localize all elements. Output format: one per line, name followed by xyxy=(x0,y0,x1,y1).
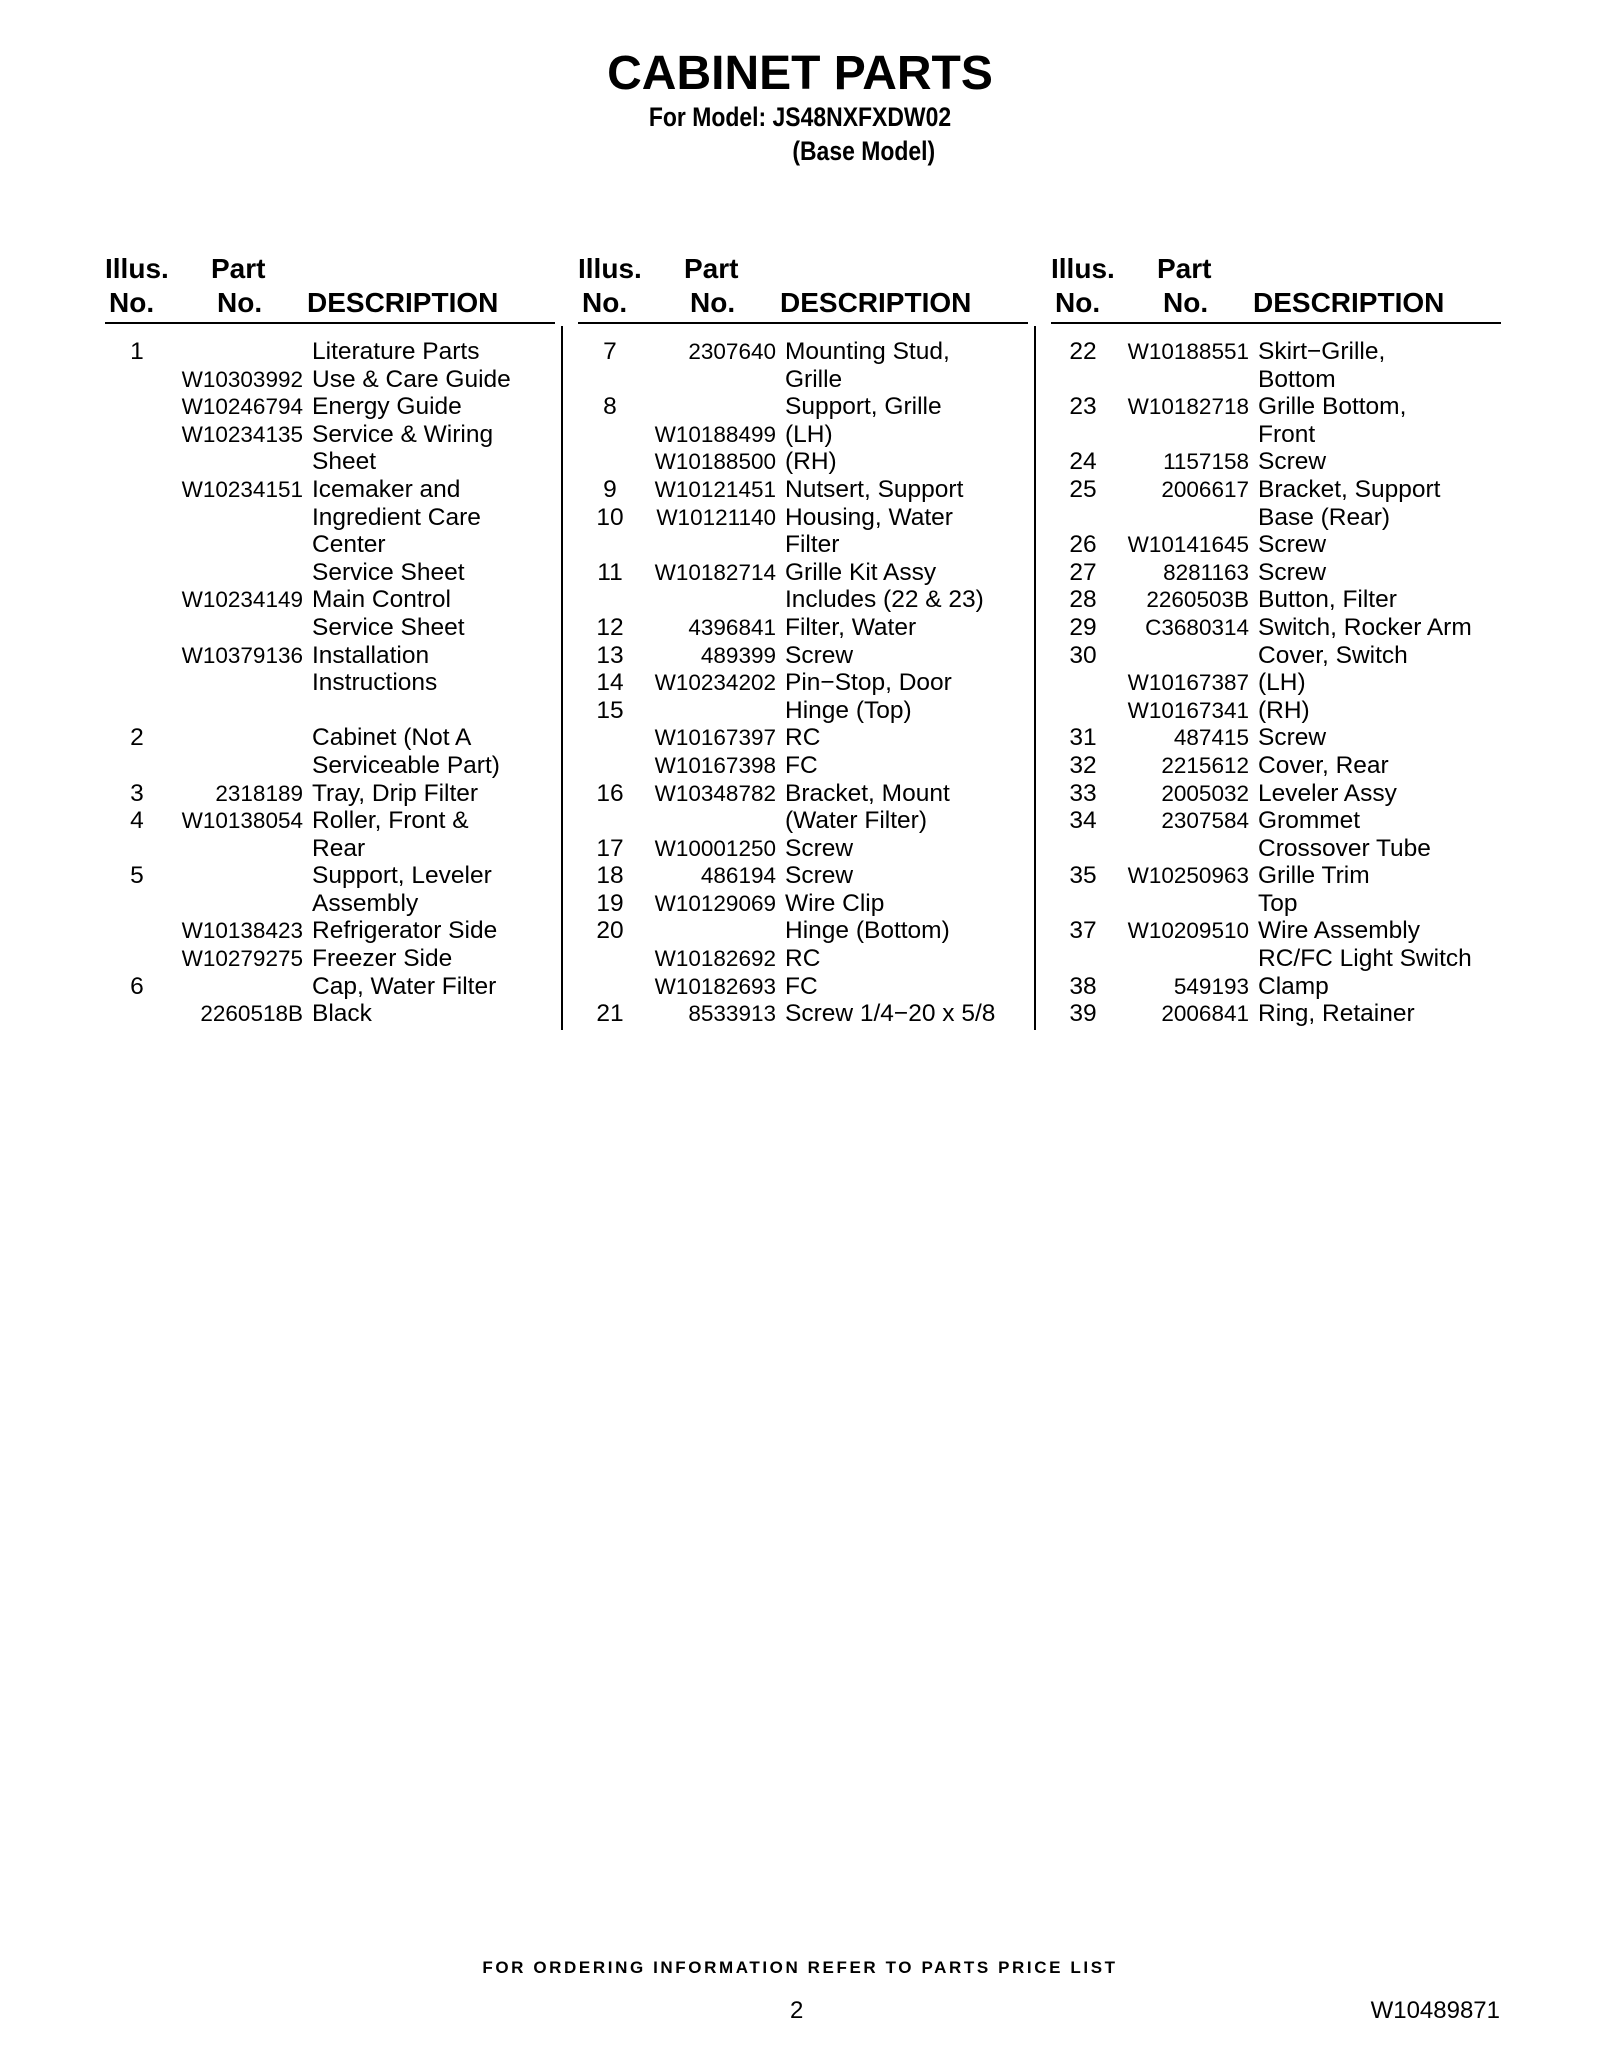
part-description: Assembly xyxy=(312,889,419,917)
part-no: W10234202 xyxy=(654,670,776,696)
part-no: 8281163 xyxy=(1163,559,1249,585)
parts-row xyxy=(578,366,1028,394)
part-no: W10141645 xyxy=(1127,532,1249,558)
part-description: Literature Parts xyxy=(312,338,480,365)
parts-row xyxy=(105,366,555,394)
part-description: FC xyxy=(785,972,818,1000)
part-no: 1157158 xyxy=(1163,449,1249,475)
parts-row xyxy=(578,697,1028,725)
parts-row xyxy=(578,504,1028,532)
part-no: W10167397 xyxy=(654,725,776,751)
illus-no-header: No. xyxy=(1055,287,1101,318)
part-description: Bracket, Mount xyxy=(785,779,950,807)
parts-row xyxy=(1051,780,1501,808)
illus-no: 3 xyxy=(130,779,144,807)
parts-row xyxy=(578,1000,1028,1028)
illus-no: 21 xyxy=(596,1000,624,1028)
part-no: W10279275 xyxy=(181,946,303,972)
illus-no: 11 xyxy=(597,558,623,586)
part-description: Ring, Retainer xyxy=(1258,1000,1415,1028)
parts-row xyxy=(578,614,1028,642)
part-description: Sheet xyxy=(312,448,377,476)
parts-row xyxy=(1051,807,1501,835)
part-no: W10188551 xyxy=(1127,339,1249,364)
parts-row xyxy=(105,1000,555,1028)
part-description: Cover, Rear xyxy=(1258,751,1389,779)
parts-row xyxy=(1051,1000,1501,1028)
part-description: Black xyxy=(312,1000,372,1028)
illus-no: 37 xyxy=(1069,917,1097,945)
part-description: Main Control xyxy=(312,586,451,614)
part-description: Leveler Assy xyxy=(1258,779,1397,807)
part-description: Screw xyxy=(785,862,854,890)
parts-row xyxy=(578,393,1028,421)
part-description: Nutsert, Support xyxy=(785,475,964,503)
part-description: Grommet xyxy=(1258,807,1361,835)
part-no: 486194 xyxy=(700,863,776,889)
part-header: Part xyxy=(211,253,266,284)
column-header xyxy=(578,252,1028,324)
part-description: Support, Leveler xyxy=(312,862,492,890)
part-description: Installation xyxy=(312,641,430,669)
parts-row xyxy=(578,890,1028,918)
part-no: W10209510 xyxy=(1127,918,1249,944)
parts-row xyxy=(105,862,555,890)
part-no: W10182718 xyxy=(1127,394,1249,420)
illus-no: 17 xyxy=(596,834,624,862)
illus-no: 26 xyxy=(1069,531,1097,559)
parts-row xyxy=(1051,448,1501,476)
part-no: W10167341 xyxy=(1127,697,1249,723)
description-header: DESCRIPTION xyxy=(780,287,972,318)
parts-row xyxy=(105,973,555,1001)
column-header xyxy=(105,252,555,324)
parts-row xyxy=(1051,917,1501,945)
part-description: Screw xyxy=(785,641,854,669)
part-no: W10234151 xyxy=(181,476,303,502)
illus-no: 28 xyxy=(1069,586,1097,614)
part-no: W10303992 xyxy=(181,366,303,392)
parts-row xyxy=(1051,973,1501,1001)
illus-no: 23 xyxy=(1069,393,1097,421)
part-description: Screw 1/4−20 x 5/8 xyxy=(785,1000,996,1028)
part-no: W10138423 xyxy=(181,918,303,944)
part-no: W10001250 xyxy=(654,835,776,861)
part-description: Cabinet (Not A xyxy=(312,724,472,752)
part-no: W10188499 xyxy=(654,421,776,447)
part-description: Grille xyxy=(785,365,843,393)
part-no: 4396841 xyxy=(688,614,776,640)
part-description: Grille Trim xyxy=(1258,862,1370,890)
illus-no: 38 xyxy=(1069,972,1097,1000)
part-description: Wire Clip xyxy=(785,889,885,917)
illus-no: 15 xyxy=(596,696,624,724)
parts-row xyxy=(578,780,1028,808)
part-description: Screw xyxy=(1258,531,1327,559)
illus-no: 4 xyxy=(130,807,144,835)
part-header: Part xyxy=(684,253,739,284)
illus-no: 7 xyxy=(603,338,617,365)
parts-row xyxy=(1051,945,1501,973)
part-description: (RH) xyxy=(1258,696,1310,724)
part-description: Support, Grille xyxy=(785,393,942,421)
parts-row xyxy=(1051,393,1501,421)
parts-row xyxy=(1051,724,1501,752)
illus-no: 29 xyxy=(1069,613,1097,641)
part-no: W10234149 xyxy=(181,587,303,613)
part-no: 2005032 xyxy=(1161,780,1249,806)
parts-row xyxy=(105,448,555,476)
parts-row xyxy=(1051,366,1501,394)
model-line: For Model: JS48NXFXDW02 xyxy=(648,102,952,132)
part-description: (RH) xyxy=(785,448,837,476)
parts-row xyxy=(105,835,555,863)
part-description: Switch, Rocker Arm xyxy=(1258,613,1472,641)
parts-row xyxy=(105,917,555,945)
parts-row xyxy=(578,835,1028,863)
part-no: 2307640 xyxy=(688,339,776,364)
part-description: Service & Wiring xyxy=(312,420,494,448)
illus-no: 14 xyxy=(596,669,624,697)
parts-row xyxy=(578,421,1028,449)
parts-row xyxy=(578,531,1028,559)
illus-no-header: No. xyxy=(582,287,628,318)
parts-row xyxy=(1051,586,1501,614)
column-divider xyxy=(1034,326,1036,1030)
parts-row xyxy=(1051,862,1501,890)
part-description: (LH) xyxy=(785,420,833,448)
illus-no: 31 xyxy=(1069,724,1097,752)
part-description: Refrigerator Side xyxy=(312,917,498,945)
part-no: W10121451 xyxy=(654,476,776,502)
part-description: Cover, Switch xyxy=(1258,641,1408,669)
parts-rows xyxy=(1051,338,1501,1028)
part-description: Screw xyxy=(1258,724,1327,752)
parts-row xyxy=(105,504,555,532)
part-no: W10188500 xyxy=(654,449,776,475)
part-description: Center xyxy=(312,531,386,559)
parts-row xyxy=(1051,642,1501,670)
parts-row xyxy=(105,421,555,449)
illus-no: 8 xyxy=(603,393,617,421)
part-no: W10246794 xyxy=(181,394,303,420)
parts-row xyxy=(1051,752,1501,780)
page-title: CABINET PARTS xyxy=(607,47,993,100)
illus-header: Illus. xyxy=(105,253,169,284)
illus-no: 25 xyxy=(1069,475,1097,503)
parts-row xyxy=(578,586,1028,614)
illus-no: 18 xyxy=(596,862,624,890)
part-description: Skirt−Grille, xyxy=(1258,338,1386,365)
description-header: DESCRIPTION xyxy=(1253,287,1445,318)
document-number: W10489871 xyxy=(1370,1997,1500,2024)
part-description: Serviceable Part) xyxy=(312,751,500,779)
part-no: W10121140 xyxy=(656,504,776,530)
part-description: RC/FC Light Switch xyxy=(1258,945,1472,973)
parts-row xyxy=(1051,669,1501,697)
parts-row xyxy=(578,973,1028,1001)
illus-no: 33 xyxy=(1069,779,1097,807)
part-description: Rear xyxy=(312,834,366,862)
part-no: 2307584 xyxy=(1161,808,1249,834)
part-description: RC xyxy=(785,724,821,752)
illus-no: 6 xyxy=(130,972,144,1000)
parts-column-3 xyxy=(1051,252,1501,1028)
part-description: Pin−Stop, Door xyxy=(785,669,952,697)
part-no: W10167398 xyxy=(654,752,776,778)
part-description: Bottom xyxy=(1258,365,1336,393)
part-no: 8533913 xyxy=(688,1001,776,1027)
column-divider xyxy=(561,326,563,1030)
parts-row xyxy=(105,338,555,366)
part-no: C3680314 xyxy=(1145,614,1249,640)
parts-row xyxy=(1051,531,1501,559)
parts-row xyxy=(105,807,555,835)
illus-header: Illus. xyxy=(1051,253,1115,284)
illus-no: 39 xyxy=(1069,1000,1097,1028)
part-description: Base (Rear) xyxy=(1258,503,1391,531)
parts-row xyxy=(105,476,555,504)
parts-row xyxy=(578,917,1028,945)
part-no-header: No. xyxy=(217,287,263,318)
part-no: 2215612 xyxy=(1161,752,1249,778)
illus-no: 22 xyxy=(1069,338,1097,365)
part-description: Grille Bottom, xyxy=(1258,393,1407,421)
parts-row xyxy=(578,724,1028,752)
ordering-note: FOR ORDERING INFORMATION REFER TO PARTS PRICE LIST xyxy=(482,1958,1118,1977)
parts-row xyxy=(578,338,1028,366)
illus-no: 32 xyxy=(1069,751,1097,779)
parts-row xyxy=(1051,890,1501,918)
part-description: Housing, Water xyxy=(785,503,953,531)
part-description: Ingredient Care xyxy=(312,503,481,531)
parts-row xyxy=(578,669,1028,697)
illus-no: 19 xyxy=(596,889,624,917)
parts-row xyxy=(578,559,1028,587)
illus-no: 24 xyxy=(1069,448,1097,476)
part-no: 549193 xyxy=(1173,973,1249,999)
part-description: Screw xyxy=(1258,448,1327,476)
column-header xyxy=(1051,252,1501,324)
parts-row xyxy=(1051,338,1501,366)
part-no: W10250963 xyxy=(1127,863,1249,889)
part-description: Grille Kit Assy xyxy=(785,558,937,586)
part-no: 2260518B xyxy=(200,1001,303,1027)
part-description: Crossover Tube xyxy=(1258,834,1431,862)
description-header: DESCRIPTION xyxy=(307,287,499,318)
part-description: Freezer Side xyxy=(312,945,453,973)
parts-row xyxy=(105,890,555,918)
part-description: (LH) xyxy=(1258,669,1306,697)
part-description: Hinge (Top) xyxy=(785,696,912,724)
parts-row xyxy=(1051,614,1501,642)
part-description: Includes (22 & 23) xyxy=(785,586,984,614)
parts-row xyxy=(578,752,1028,780)
illus-no: 2 xyxy=(130,724,144,752)
illus-no: 35 xyxy=(1069,862,1097,890)
part-description: Screw xyxy=(785,834,854,862)
parts-row xyxy=(578,807,1028,835)
parts-row xyxy=(105,586,555,614)
part-description: Wire Assembly xyxy=(1258,917,1421,945)
part-description: Hinge (Bottom) xyxy=(785,917,950,945)
parts-row xyxy=(1051,559,1501,587)
part-description: Button, Filter xyxy=(1258,586,1397,614)
illus-no: 16 xyxy=(596,779,624,807)
part-description: (Water Filter) xyxy=(785,807,927,835)
illus-no: 1 xyxy=(130,338,144,365)
part-description: Mounting Stud, xyxy=(785,338,950,365)
parts-rows xyxy=(105,338,555,1028)
part-no-header: No. xyxy=(690,287,736,318)
part-description: Cap, Water Filter xyxy=(312,972,497,1000)
part-description: Screw xyxy=(1258,558,1327,586)
parts-row xyxy=(105,559,555,587)
page-number: 2 xyxy=(790,1997,804,2024)
part-no: 2006617 xyxy=(1161,476,1249,502)
parts-row xyxy=(578,945,1028,973)
part-description: Front xyxy=(1258,420,1316,448)
part-no-header: No. xyxy=(1163,287,1209,318)
part-description: FC xyxy=(785,751,818,779)
parts-column-2 xyxy=(578,252,1028,1028)
parts-row xyxy=(1051,835,1501,863)
part-no: 2260503B xyxy=(1146,587,1249,613)
part-description: Instructions xyxy=(312,669,438,697)
parts-row xyxy=(1051,504,1501,532)
part-no: W10138054 xyxy=(181,808,303,834)
parts-row xyxy=(578,476,1028,504)
part-no: 489399 xyxy=(700,642,776,668)
illus-no: 10 xyxy=(596,503,624,531)
part-description: Roller, Front & xyxy=(312,807,469,835)
illus-header: Illus. xyxy=(578,253,642,284)
part-description: Use & Care Guide xyxy=(312,365,511,393)
part-no: W10167387 xyxy=(1127,670,1249,696)
part-header: Part xyxy=(1157,253,1212,284)
illus-no: 12 xyxy=(596,613,624,641)
part-no: W10182692 xyxy=(654,946,776,972)
part-no: W10129069 xyxy=(654,890,776,916)
illus-no: 20 xyxy=(596,917,624,945)
model-note: (Base Model) xyxy=(792,136,936,166)
illus-no-header: No. xyxy=(109,287,155,318)
parts-row xyxy=(578,642,1028,670)
parts-row xyxy=(105,697,555,725)
parts-row xyxy=(105,780,555,808)
parts-rows xyxy=(578,338,1028,1028)
part-no: 487415 xyxy=(1173,725,1249,751)
part-description: Tray, Drip Filter xyxy=(312,779,479,807)
part-description: Service Sheet xyxy=(312,613,465,641)
parts-row xyxy=(105,614,555,642)
part-description: Service Sheet xyxy=(312,558,465,586)
part-description: RC xyxy=(785,945,821,973)
parts-row xyxy=(578,862,1028,890)
illus-no: 9 xyxy=(603,475,617,503)
parts-row xyxy=(578,448,1028,476)
part-no: W10182693 xyxy=(654,973,776,999)
part-no: W10379136 xyxy=(181,642,303,668)
part-description: Filter, Water xyxy=(785,613,917,641)
parts-row xyxy=(105,752,555,780)
parts-row xyxy=(1051,697,1501,725)
part-no: W10182714 xyxy=(654,559,776,585)
illus-no: 5 xyxy=(130,862,144,890)
illus-no: 30 xyxy=(1069,641,1097,669)
parts-row xyxy=(105,669,555,697)
parts-row xyxy=(105,531,555,559)
part-no: W10348782 xyxy=(654,780,776,806)
part-description: Clamp xyxy=(1258,972,1329,1000)
illus-no: 13 xyxy=(596,641,624,669)
parts-row xyxy=(105,724,555,752)
part-no: W10234135 xyxy=(181,421,303,447)
parts-row xyxy=(1051,476,1501,504)
part-description: Energy Guide xyxy=(312,393,462,421)
part-no: 2318189 xyxy=(215,780,303,806)
parts-row xyxy=(1051,421,1501,449)
part-description: Top xyxy=(1258,889,1298,917)
part-description: Bracket, Support xyxy=(1258,475,1441,503)
parts-row xyxy=(105,945,555,973)
illus-no: 34 xyxy=(1069,807,1097,835)
illus-no: 27 xyxy=(1069,558,1097,586)
part-no: 2006841 xyxy=(1161,1001,1249,1027)
parts-row xyxy=(105,642,555,670)
part-description: Icemaker and xyxy=(312,475,461,503)
part-description: Filter xyxy=(785,531,840,559)
parts-column-1 xyxy=(105,252,555,1028)
parts-row xyxy=(105,393,555,421)
